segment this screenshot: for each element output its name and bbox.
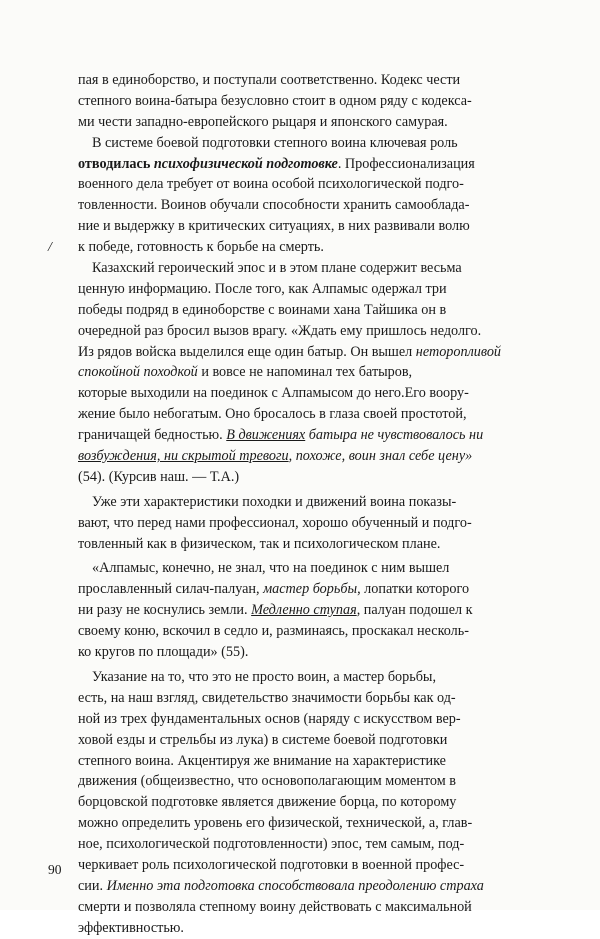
italic-text: спокойной походкой (78, 364, 198, 381)
paragraph-6 (78, 667, 550, 939)
italic-text: Именно эта подготовка способствовала преодолению страха (106, 877, 484, 894)
text-line (78, 446, 550, 467)
text-line: движения (общеизвестно, что основополагающим моментом в (78, 773, 456, 790)
text-line: очередной раз бросил вызов врагу. «Ждать ему пришлось недолго. (78, 322, 482, 339)
text-line: ховой езды и стрельбы из лука) в системе боевой подготовки (78, 731, 448, 748)
underlined-text: возбуждения, ни скрытой тревоги (78, 448, 289, 465)
text-line: ми чести западно-европейского рыцаря и японского самурая. (78, 113, 448, 130)
text-line: ное, психологической подготовленности) эпос, тем самым, под- (78, 836, 465, 853)
text-line: товленный как в физическом, так и психологическом плане. (78, 535, 441, 552)
paragraph-4 (78, 492, 550, 555)
text-run: граничащей бедностью. (78, 427, 227, 444)
text-line (78, 600, 550, 621)
text-line: которые выходили на поединок с Алпамысом до него.Его воору- (78, 385, 469, 402)
text-line (78, 154, 550, 175)
text-line: борцовской подготовке является движение борца, по которому (78, 794, 457, 811)
text-run: сии. (78, 877, 107, 894)
text-line (78, 362, 550, 383)
text-line (78, 579, 550, 600)
text-line: ценную информацию. После того, как Алпамыс одержал три (78, 280, 447, 297)
text-line: товленности. Воинов обучали способности хранить самооблада- (78, 197, 470, 214)
text-run: , лопатки которого (357, 581, 470, 598)
text-column (78, 70, 550, 939)
text-line: военного дела требует от воина особой психологической подго- (78, 176, 464, 193)
text-line: эффективностью. (78, 919, 184, 936)
text-run: прославленный силач-палуан, (78, 581, 264, 598)
text-line: вают, что перед нами профессионал, хорошо обученный и подго- (78, 514, 472, 531)
text-run: Из рядов войска выделился еще один батыр. Он вышел (78, 343, 416, 360)
text-line: черкивает роль психологической подготовки в военной профес- (78, 856, 465, 873)
text-line: (54). (Курсив наш. — Т.А.) (78, 468, 240, 485)
italic-text: психофизической подготовке (153, 155, 338, 172)
text-line: Уже эти характеристики походки и движений воина показы- (92, 493, 457, 510)
text-line: своему коню, вскочил в седло и, разминаясь, проскакал несколь- (78, 623, 469, 640)
text-line: к победе, готовность к борьбе на смерть. (78, 239, 324, 256)
italic-text: неторопливой (415, 343, 502, 360)
bold-text: отводилась (78, 155, 151, 172)
text-line: смерти и позволяла степному воину действовать с максимальной (78, 898, 472, 915)
page-number: 90 (48, 862, 62, 877)
text-run: , палуан подошел к (356, 602, 473, 619)
text-line: жение было небогатым. Оно бросалось в глаза своей простотой, (78, 406, 467, 423)
text-line: победы подряд в единоборстве с воинами хана Тайшика он в (78, 301, 447, 318)
text-line (78, 342, 550, 363)
text-line (78, 425, 550, 446)
text-run: ни разу не коснулись земли. (78, 602, 252, 619)
text-line: степного воина-батыра безусловно стоит в одном ряду с кодекса- (78, 92, 472, 109)
text-line: Казахский героический эпос и в этом плане содержит весьма (92, 260, 462, 277)
paragraph-3 (78, 258, 550, 488)
text-run: и вовсе не напоминал тех батыров, (197, 364, 413, 381)
paragraph-5 (78, 558, 550, 662)
italic-text: мастер борьбы (263, 581, 358, 598)
underlined-text: Медленно ступая (251, 602, 357, 619)
text-line: степного воина. Акцентируя же внимание на характеристике (78, 752, 446, 769)
italic-text: батыра не чувствовалось ни (305, 427, 484, 444)
paragraph-2 (78, 133, 550, 258)
text-line: есть, на наш взгляд, свидетельство значимости борьбы как од- (78, 689, 456, 706)
text-run: . Профессионализация (337, 155, 475, 172)
text-line: можно определить уровень его физической, технической, а, глав- (78, 815, 473, 832)
text-line: ко кругов по площади» (55). (78, 644, 249, 661)
italic-text: , похоже, воин знал себе цену» (288, 448, 473, 465)
text-line: ной из трех фундаментальных основ (наряду с искусством вер- (78, 710, 461, 727)
text-line: пая в единоборство, и поступали соответственно. Кодекс чести (78, 72, 461, 88)
text-line: Указание на то, что это не просто воин, а мастер борьбы, (92, 668, 436, 685)
paragraph-1 (78, 70, 550, 133)
underlined-text: В движениях (226, 427, 306, 444)
text-line: ние и выдержку в критических ситуациях, в них развивали волю (78, 218, 470, 235)
text-line: «Алпамыс, конечно, не знал, что на поединок с ним вышел (92, 560, 450, 577)
text-line (78, 876, 550, 897)
margin-pencil-mark: / (48, 240, 52, 255)
text-line: В системе боевой подготовки степного воина ключевая роль (92, 134, 458, 151)
